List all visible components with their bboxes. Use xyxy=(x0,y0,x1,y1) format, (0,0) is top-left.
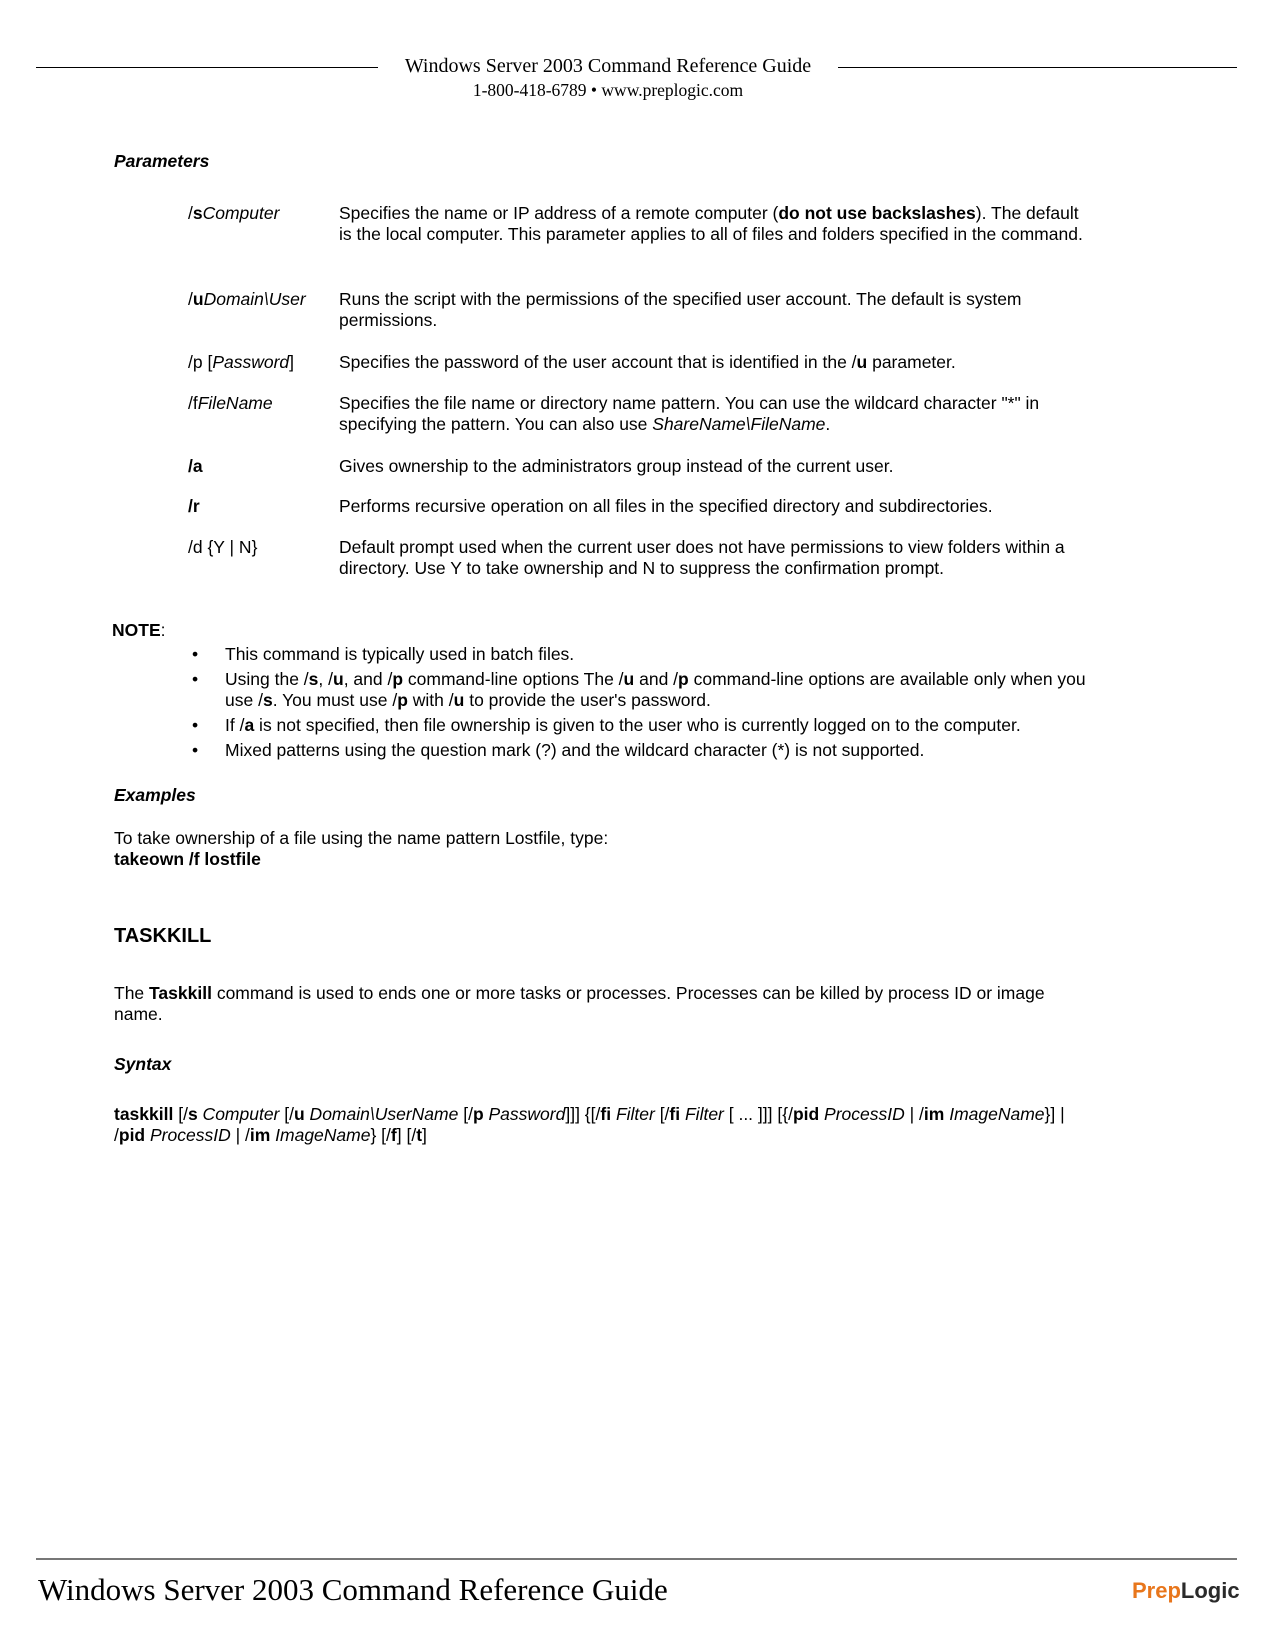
parameter-name: /p [Password] xyxy=(188,352,295,372)
parameters-heading: Parameters xyxy=(114,151,210,171)
syntax-segment: | / xyxy=(904,1104,924,1124)
bullet-icon: • xyxy=(192,644,199,664)
taskkill-intro: The Taskkill command is used to ends one or more tasks or processes. Processes can be killed by process ID or image name. xyxy=(114,983,1045,1024)
syntax-segment: ] [/ xyxy=(396,1125,417,1145)
syntax-segment: im xyxy=(923,1104,945,1124)
parameter-description: Runs the script with the permissions of the specified user account. The default is system permissions. xyxy=(339,289,1022,330)
parameter-description: Performs recursive operation on all files in the specified directory and subdirectories. xyxy=(339,496,993,516)
note-list xyxy=(192,644,1092,765)
syntax-segment: [/ xyxy=(279,1104,294,1124)
examples-heading: Examples xyxy=(114,785,196,805)
list-item: • This command is typically used in batch files. xyxy=(192,644,575,664)
parameter-name: /r xyxy=(188,496,200,516)
syntax-segment: Password xyxy=(483,1104,566,1124)
syntax-segment: u xyxy=(293,1104,305,1124)
footer-title: Windows Server 2003 Command Reference Guide xyxy=(38,1572,668,1607)
syntax-segment: [/ xyxy=(173,1104,188,1124)
syntax-command xyxy=(114,1104,1074,1146)
syntax-segment: fi xyxy=(600,1104,612,1124)
list-item: • Using the /s, /u, and /p command-line options The /u and /p command-line options are available only when you use /s. You must use /p with /u to provide the user's password. xyxy=(192,669,1086,710)
bullet-icon: • xyxy=(192,740,199,760)
syntax-segment: ImageName xyxy=(944,1104,1045,1124)
syntax-segment: [/ xyxy=(654,1104,670,1124)
syntax-segment: ]]] {[/ xyxy=(565,1104,601,1124)
syntax-segment: pid xyxy=(118,1125,146,1145)
syntax-segment: [ ... ]]] [{/ xyxy=(723,1104,793,1124)
parameter-description: Specifies the name or IP address of a remote computer (do not use backslashes). The default is the local computer. This parameter applies to all of files and folders specified in the command. xyxy=(339,203,1083,244)
list-item: • Mixed patterns using the question mark (?) and the wildcard character (*) is not supported. xyxy=(192,740,925,760)
syntax-segment: im xyxy=(249,1125,271,1145)
syntax-segment: ProcessID xyxy=(145,1125,231,1145)
header-rule-right xyxy=(838,67,1237,68)
examples-text: To take ownership of a file using the name pattern Lostfile, type: xyxy=(114,828,609,848)
taskkill-heading: TASKKILL xyxy=(114,925,212,947)
syntax-segment: fi xyxy=(669,1104,681,1124)
syntax-segment: taskkill xyxy=(114,1104,174,1124)
parameter-description: Gives ownership to the administrators group instead of the current user. xyxy=(339,456,894,476)
header-title: Windows Server 2003 Command Reference Guide xyxy=(404,55,812,77)
list-item: • If /a is not specified, then file ownership is given to the user who is currently logged on to the computer. xyxy=(192,715,1021,735)
parameter-name: /fFileName xyxy=(188,393,273,413)
syntax-segment: s xyxy=(187,1104,198,1124)
parameter-name: /uDomain\User xyxy=(188,289,306,309)
syntax-segment: pid xyxy=(792,1104,820,1124)
syntax-segment: Filter xyxy=(611,1104,655,1124)
parameter-description: Specifies the file name or directory name pattern. You can use the wildcard character "*" in specifying the pattern. You can also use ShareName\FileName. xyxy=(339,393,1040,434)
syntax-segment: } [/ xyxy=(370,1125,391,1145)
bullet-icon: • xyxy=(192,669,199,689)
preplogic-logo: PrepLogic xyxy=(1132,1578,1240,1603)
syntax-heading: Syntax xyxy=(114,1054,172,1074)
header-rule-left xyxy=(36,67,378,68)
syntax-segment: p xyxy=(472,1104,484,1124)
parameter-description: Specifies the password of the user account that is identified in the /u parameter. xyxy=(339,352,956,372)
header-contact: 1-800-418-6789 • www.preplogic.com xyxy=(472,80,744,100)
parameter-name: /d {Y | N} xyxy=(188,537,258,557)
syntax-segment: }] | / xyxy=(114,1104,1065,1145)
parameter-description: Default prompt used when the current user does not have permissions to view folders within a directory. Use Y to take ownership and N to suppress the confirmation prompt. xyxy=(339,537,1065,578)
footer-rule xyxy=(36,1558,1237,1560)
parameter-name: /a xyxy=(188,456,203,476)
syntax-segment: t xyxy=(416,1125,423,1145)
syntax-segment: Filter xyxy=(680,1104,724,1124)
syntax-segment: ProcessID xyxy=(819,1104,905,1124)
examples-command: takeown /f lostfile xyxy=(114,849,261,869)
syntax-segment: ImageName xyxy=(270,1125,371,1145)
parameter-name: /sComputer xyxy=(188,203,280,223)
syntax-segment: ] xyxy=(422,1125,427,1145)
bullet-icon: • xyxy=(192,715,199,735)
note-label: NOTE: xyxy=(112,620,166,640)
syntax-segment: [/ xyxy=(458,1104,473,1124)
syntax-segment: | / xyxy=(230,1125,250,1145)
syntax-segment: Computer xyxy=(197,1104,280,1124)
syntax-segment: f xyxy=(390,1125,397,1145)
syntax-segment: Domain\UserName xyxy=(304,1104,459,1124)
